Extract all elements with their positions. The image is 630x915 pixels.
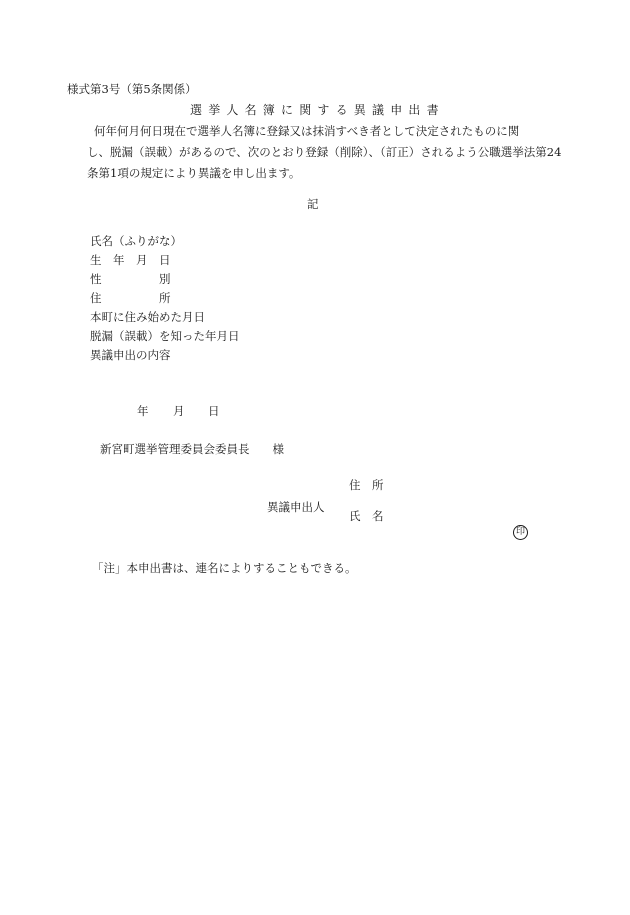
field-address: 住 所 — [90, 291, 171, 305]
document-title: 選挙人名簿に関する異議申出書 — [190, 103, 445, 117]
field-name: 氏名（ふりがな） — [90, 234, 182, 248]
ki-heading: 記 — [307, 197, 319, 211]
field-gender: 性 別 — [90, 272, 171, 286]
field-birthdate: 生 年 月 日 — [90, 253, 171, 267]
body-line: 条第1項の規定により異議を申し出ます。 — [87, 166, 301, 180]
field-move-in-date: 本町に住み始めた月日 — [90, 310, 205, 324]
applicant-name-label: 氏 名 — [349, 509, 384, 523]
body-line: し、脱漏（誤載）があるので、次のとおり登録（削除）、（訂正）されるよう公職選挙法第24 — [87, 145, 562, 159]
date-month: 月 — [173, 404, 185, 418]
field-discovery-date: 脱漏（誤載）を知った年月日 — [90, 329, 240, 343]
field-objection-content: 異議申出の内容 — [90, 348, 171, 362]
form-number: 様式第3号（第5条関係） — [67, 82, 197, 96]
note: 「注」本申出書は、連名によりすることもできる。 — [92, 561, 357, 575]
addressee: 新宮町選挙管理委員会委員長 様 — [100, 442, 284, 456]
applicant-label: 異議申出人 — [267, 500, 325, 514]
date-year: 年 — [137, 404, 149, 418]
applicant-address-label: 住 所 — [349, 478, 384, 492]
seal-icon: 印 — [513, 525, 528, 540]
date-day: 日 — [208, 404, 220, 418]
body-paragraph — [67, 121, 587, 184]
body-line: 何年何月何日現在で選挙人名簿に登録又は抹消すべき者として決定されたものに関 — [94, 124, 520, 138]
